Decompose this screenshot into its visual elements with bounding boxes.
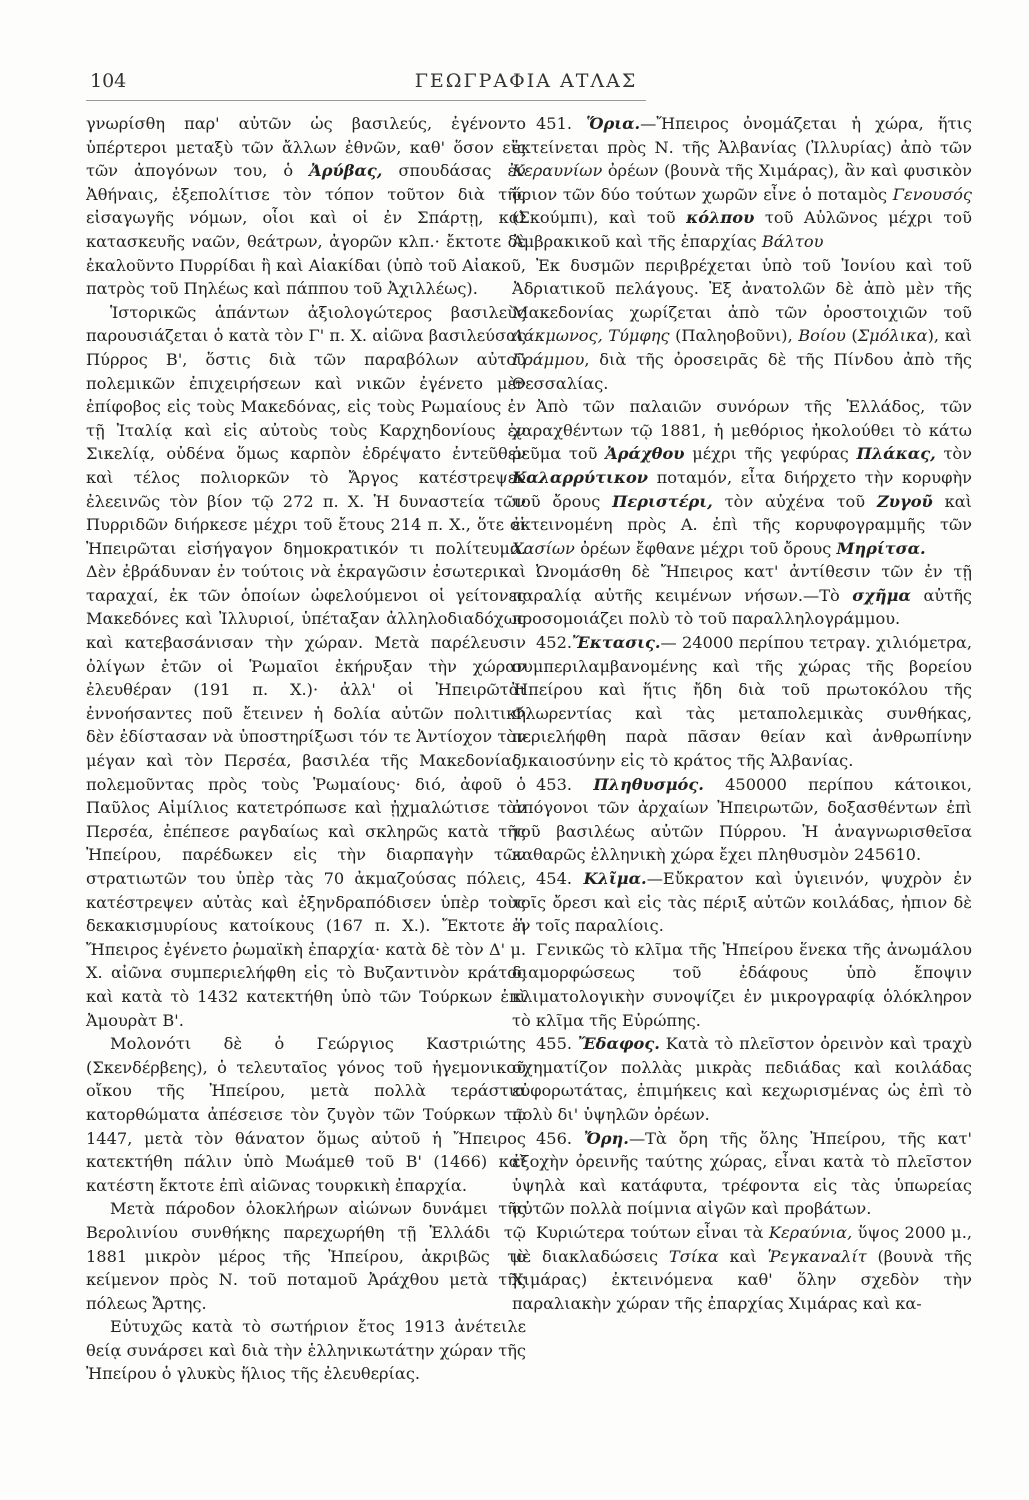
paragraph-text: σπουδάσας ἐν Ἀθήναις, ἐξεπολίτισε τὸν τόπον τοῦτον διὰ τῆς εἰσαγωγῆς νόμων, οἷοι καὶ οἱ ἐν Σπάρτῃ, καὶ κατασκευῆς ναῶν, θεάτρων, ἀγορῶν κλπ.· ἔκτοτε δὲ ἐκαλοῦντο Πυρρίδαι ἢ καὶ Αἰακίδαι (ὑπὸ τοῦ Αἰακοῦ, πατρὸς τοῦ Πηλέως καὶ πάππου τοῦ Ἀχιλλέως). xyxy=(86,161,527,299)
italic-term: Λάκμωνος, Τύμφης xyxy=(512,326,670,346)
text: ὕψος 2000 μ., μὲ διακλαδώσεις xyxy=(512,1222,972,1266)
italic-term: Κεραυνίων xyxy=(512,161,603,181)
paragraph-climate-general: Γενικῶς τὸ κλῖμα τῆς Ἠπείρου ἕνεκα τῆς ἀνωμάλου διαμορφώσεως τοῦ ἐδάφους ὑπὸ ἔποψιν κλιματολογικὴν συνοψίζει ἐν μικρογραφίᾳ ὁλόκληρον τὸ κλῖμα τῆς Εὐρώπης. xyxy=(512,939,972,1030)
italic-term: Γενουσός xyxy=(892,184,972,204)
paragraph-1913: Εὐτυχῶς κατὰ τὸ σωτήριον ἔτος 1913 ἀνέτειλε θείᾳ συνάρσει καὶ διὰ τὴν ἑλληνικωτάτην χώραν τῆς Ἠπείρου ὁ γλυκὺς ἥλιος τῆς ἐλευθερίας. xyxy=(86,1317,526,1384)
section-title: Ὄρη. xyxy=(584,1128,629,1148)
text: (Σκούμπι), καὶ τοῦ xyxy=(512,208,676,228)
text: ὀρέων ἔφθανε μέχρι τοῦ ὄρους xyxy=(580,538,832,558)
highlighted-name: Ἀρύβας, xyxy=(309,161,383,181)
italic-term: Κεραύνια, xyxy=(768,1222,853,1242)
bold-term: σχῆμα xyxy=(852,585,911,605)
text: ( xyxy=(851,326,858,346)
paragraph-text: γνωρίσθη παρ' αὐτῶν ὡς βασιλεύς, ἐγένοντο ὑπέρτεροι μεταξὺ τῶν ἄλλων ἐθνῶν, καθ' ὅσον εἰς τῶν ἀπογόνων του, ὁ xyxy=(86,114,526,181)
text: καὶ ἐκτεινομένη πρὸς Α. ἐπὶ τῆς κορυφογραμμῆς τῶν xyxy=(512,491,972,535)
right-column xyxy=(512,112,972,1315)
italic-term: Γράμμου xyxy=(512,349,585,369)
section-451-borders xyxy=(512,112,972,254)
text: (βουνὰ τῆς Χιμάρας) ἐκτεινόμενα καθ' ὅλην σχεδὸν τὴν παραλιακὴν χώραν τῆς ἐπαρχίας Χιμάρας καὶ κα- xyxy=(512,1246,972,1313)
section-number: 452. xyxy=(536,633,573,653)
text: τοῦ Αὐλῶνος μέχρι τοῦ Ἀμβρακικοῦ καὶ τῆς ἐπαρχίας xyxy=(512,208,972,251)
text: — 24000 περίπου τετραγ. χιλιόμετρα, συμπεριλαμβανομένης καὶ τῆς χώρας τῆς βορείου Ἠπείρου καὶ ἥτις ἤδη διὰ τοῦ πρωτοκόλου τῆς Φλωρεντίας καὶ τὰς μεταπολεμικὰς συνθήκας, περιελήφθη παρὰ πᾶσαν θείαν καὶ ἀνθρωπίνην δικαιοσύνην εἰς τὸ κράτος τῆς Ἀλβανίας. xyxy=(512,633,972,771)
text: ), καὶ xyxy=(927,326,972,346)
bold-term: Ἀράχθου xyxy=(605,444,685,464)
text: ποταμόν, εἶτα διήρχετο τὴν κορυφὴν τοῦ ὄρους xyxy=(512,467,972,511)
bold-term: Μηρίτσα. xyxy=(836,538,926,558)
italic-term: Βάλτου xyxy=(761,231,824,251)
text: τὸν αὐχένα τοῦ xyxy=(724,491,866,511)
text: ὀρέων (βουνὰ τῆς Χιμάρας), ἂν καὶ φυσικὸν ὅριον τῶν δύο τούτων χωρῶν εἶνε ὁ ποταμὸς xyxy=(512,161,972,204)
section-454-climate xyxy=(512,867,972,938)
paragraph-skanderbeg: Μολονότι δὲ ὁ Γεώργιος Καστριώτης (Σκενδέρβεης), ὁ τελευταῖος γόνος τοῦ ἡγεμονικοῦ οἴκου τῆς Ἠπείρου, μετὰ πολλὰ τεράστια κατορθώματα ἀπέσεισε τὸν ζυγὸν τῶν Τούρκων τῷ 1447, μετὰ τὸν θάνατον ὅμως αὐτοῦ ἡ Ἤπειρος κατεκτήθη πάλιν ὑπὸ Μωάμεθ τοῦ Β' (1466) καὶ κατέστη ἔκτοτε ἐπὶ αἰῶνας τουρκικὴ ἐπαρχία. xyxy=(86,1034,526,1195)
paragraph-old-border xyxy=(512,395,972,560)
text: —Εὔκρατον καὶ ὑγιεινόν, ψυχρὸν ἐν τοῖς ὄρεσι καὶ εἰς τὰς πέριξ αὐτῶν κοιλάδας, ἠπιον δὲ ἐν τοῖς παραλίοις. xyxy=(512,869,972,936)
text: αὐτῆς προσομοιάζει πολὺ τὸ τοῦ παραλληλογράμμου. xyxy=(512,585,972,629)
section-number: 456. xyxy=(536,1128,573,1148)
text: Ἀπὸ τῶν παλαιῶν συνόρων τῆς Ἑλλάδος, τῶν χαραχθέντων τῷ 1881, ἡ μεθόριος ἠκολούθει τὸ κάτω ῥεῦμα τοῦ xyxy=(512,397,972,464)
section-title: Ὅρια. xyxy=(586,114,641,133)
section-number: 451. xyxy=(536,114,573,133)
text: μέχρι τῆς γεφύρας xyxy=(692,444,849,464)
page-header xyxy=(86,70,966,100)
section-title: Κλῖμα. xyxy=(583,869,647,888)
section-452-area xyxy=(512,631,972,773)
paragraph-boundaries xyxy=(512,254,972,396)
section-title: Πληθυσμός. xyxy=(593,774,704,794)
bold-term: Περιστέρι, xyxy=(612,491,713,511)
section-453-population xyxy=(512,773,972,867)
bold-term: Πλάκας, xyxy=(856,444,936,464)
paragraph-main-mountains xyxy=(512,1221,972,1315)
paragraph-continued xyxy=(86,112,526,301)
paragraph-berlin-treaty: Μετὰ πάροδον ὁλοκλήρων αἰώνων δυνάμει τῆς Βερολινίου συνθήκης παρεχωρήθη τῇ Ἑλλάδι τῷ 1881 μικρὸν μέρος τῆς Ἠπείρου, ἀκριβῶς τὸ κείμενον πρὸς Ν. τοῦ ποταμοῦ Ἀράχθου μετὰ τῆς πόλεως Ἄρτης. xyxy=(86,1199,526,1313)
italic-term: Ῥεγκαναλίτ xyxy=(767,1246,867,1266)
bold-term: Καλαρρύτικον xyxy=(512,467,648,487)
text: , διὰ τῆς ὀροσειρᾶς δὲ τῆς Πίνδου ἀπὸ τῆς Θεσσαλίας. xyxy=(512,349,972,393)
section-number: 455. xyxy=(536,1034,573,1054)
section-456-mountains xyxy=(512,1127,972,1221)
italic-term: Σμόλικα xyxy=(857,326,928,346)
italic-term: Τσίκα xyxy=(668,1246,719,1266)
bold-term: Ζυγοῦ xyxy=(876,491,933,511)
text: Κυριώτερα τούτων εἶναι τὰ xyxy=(536,1222,764,1242)
text: Ἐκ δυσμῶν περιβρέχεται ὑπὸ τοῦ Ἰονίου καὶ τοῦ Ἀδριατικοῦ πελάγους. Ἐξ ἀνατολῶν δὲ ἀπὸ μὲν τῆς Μακεδονίας χωρίζεται ἀπὸ τῶν ὀροστοιχιῶν τοῦ xyxy=(512,255,972,322)
text: —Τὰ ὄρη τῆς ὅλης Ἠπείρου, τῆς κατ' ἐξοχὴν ὀρεινῆς ταύτης χώρας, εἶναι κατὰ τὸ πλεῖστον ὑψηλὰ καὶ κατάφυτα, τρέφοντα εἰς τὰς ὑπωρείας αὐτῶν πολλὰ ποίμνια αἰγῶν καὶ προβάτων. xyxy=(512,1128,972,1219)
page-number: 104 xyxy=(90,70,127,92)
header-rule xyxy=(86,100,646,101)
section-number: 454. xyxy=(536,869,573,888)
text: (Παληοβοῦνι), xyxy=(675,326,793,346)
section-number: 453. xyxy=(536,774,573,794)
section-title: Ἔκτασις. xyxy=(572,633,661,653)
bold-term: κόλπου xyxy=(686,208,755,228)
italic-term: Βοίου xyxy=(798,326,846,346)
text: καὶ xyxy=(729,1246,757,1266)
section-455-soil xyxy=(512,1032,972,1126)
text: —Ἤπειρος ὀνομάζεται ἡ χώρα, ἥτις ἐκτείνεται πρὸς Ν. τῆς Ἀλβανίας (Ἰλλυρίας) ἀπὸ τῶν xyxy=(512,114,972,157)
text: Ὠνομάσθη δὲ Ἤπειρος κατ' ἀντίθεσιν τῶν ἐν τῇ παραλίᾳ αὐτῆς κειμένων νήσων.—Τὸ xyxy=(512,562,972,605)
left-column xyxy=(86,112,526,1386)
text: 450000 περίπου κάτοικοι, ἀπόγονοι τῶν ἀρχαίων Ἠπειρωτῶν, δοξασθέντων ἐπὶ τοῦ βασιλέως αὐτῶν Πύρρου. Ἡ ἀναγνωρισθεῖσα καθαρῶς ἑλληνικὴ χώρα ἔχει πληθυσμὸν 245610. xyxy=(512,774,972,865)
paragraph-pyrrhus: Ἱστορικῶς ἁπάντων ἀξιολογώτερος βασιλεὺς παρουσιάζεται ὁ κατὰ τὸν Γ' π. Χ. αἰῶνα βασιλεύσας Πύρρος Β', ὅστις διὰ τῶν παραβόλων αὐτοῦ πολεμικῶν ἐπιχειρήσεων καὶ νικῶν ἐγένετο μὲν ἐπίφοβος εἰς τοὺς Μακεδόνας, εἰς τοὺς Ρωμαίους ἐν τῇ Ἰταλίᾳ καὶ εἰς αὐτοὺς τοὺς Καρχηδονίους ἐν Σικελίᾳ, οὐδένα ὅμως καρπὸν ἐδρέψατο ἐντεῦθεν καὶ τέλος πολιορκῶν τὸ Ἄργος κατέστρεψεν ἐλεεινῶς τὸν βίον τῷ 272 π. Χ. Ἡ δυναστεία τῶν Πυρριδῶν διήρκεσε μέχρι τοῦ ἔτους 214 π. Χ., ὅτε οἱ Ἠπειρῶται εἰσήγαγον δημοκρατικόν τι πολίτευμα. Δὲν ἐβράδυναν ἐν τούτοις νὰ ἐκραγῶσιν ἐσωτερικαὶ ταραχαί, ἐκ τῶν ὁποίων ὠφελούμενοι οἱ γείτονες Μακεδόνες καὶ Ἰλλυριοί, ὑπέταξαν ἀλληλοδιαδόχως καὶ κατεβασάνισαν τὴν χώραν. Μετὰ παρέλευσιν ὀλίγων ἐτῶν οἱ Ῥωμαῖοι ἐκήρυξαν τὴν χώραν ἐλευθέραν (191 π. Χ.)· ἀλλ' οἱ Ἠπειρῶται ἐννοήσαντες ποῦ ἔτεινεν ἡ δολία αὐτῶν πολιτική δὲν ἐδίστασαν νὰ ὑποστηρίξωσι τόν τε Ἀντίοχον τὸν μέγαν καὶ τὸν Περσέα, βασιλέα τῆς Μακεδονίας, πολεμοῦντας πρὸς τοὺς Ῥωμαίους· διό, ἀφοῦ ὁ Παῦλος Αἰμίλιος κατετρόπωσε καὶ ᾐχμαλώτισε τὸν Περσέα, ἐπέπεσε ραγδαίως καὶ σκληρῶς κατὰ τῆς Ἠπείρου, παρέδωκεν εἰς τὴν διαρπαγὴν τῶν στρατιωτῶν του ὑπὲρ τὰς 70 ἀκμαζούσας πόλεις, κατέστρεψεν αὐτὰς καὶ ἐξηνδραπόδισεν ὑπὲρ τοὺς δεκακισμυρίους κατοίκους (167 π. Χ.). Ἔκτοτε ἡ Ἤπειρος ἐγένετο ῥωμαϊκὴ ἐπαρχία· κατὰ δὲ τὸν Δ' μ. Χ. αἰῶνα συμπεριελήφθη εἰς τὸ Βυζαντινὸν κράτος καὶ κατὰ τὸ 1432 κατεκτήθη ὑπὸ τῶν Τούρκων ἐπὶ Ἀμουρὰτ Β'. xyxy=(86,302,526,1030)
section-title: Ἔδαφος. xyxy=(577,1034,660,1054)
text: τὸν xyxy=(943,444,973,464)
text: Κατὰ τὸ πλεῖστον ὀρεινὸν καὶ τραχὺ σχηματίζον πολλὰς μικρὰς πεδιάδας καὶ κοιλάδας εὐφορωτάτας, ἐπιμήκεις καὶ κεχωρισμένας ὡς ἐπὶ τὸ πολὺ δι' ὑψηλῶν ὀρέων. xyxy=(512,1034,972,1124)
italic-term: Χασίων xyxy=(512,538,575,558)
running-title: ΓΕΩΓΡΑΦΙΑ ΑΤΛΑΣ xyxy=(414,70,638,92)
paragraph-name-shape xyxy=(512,560,972,631)
